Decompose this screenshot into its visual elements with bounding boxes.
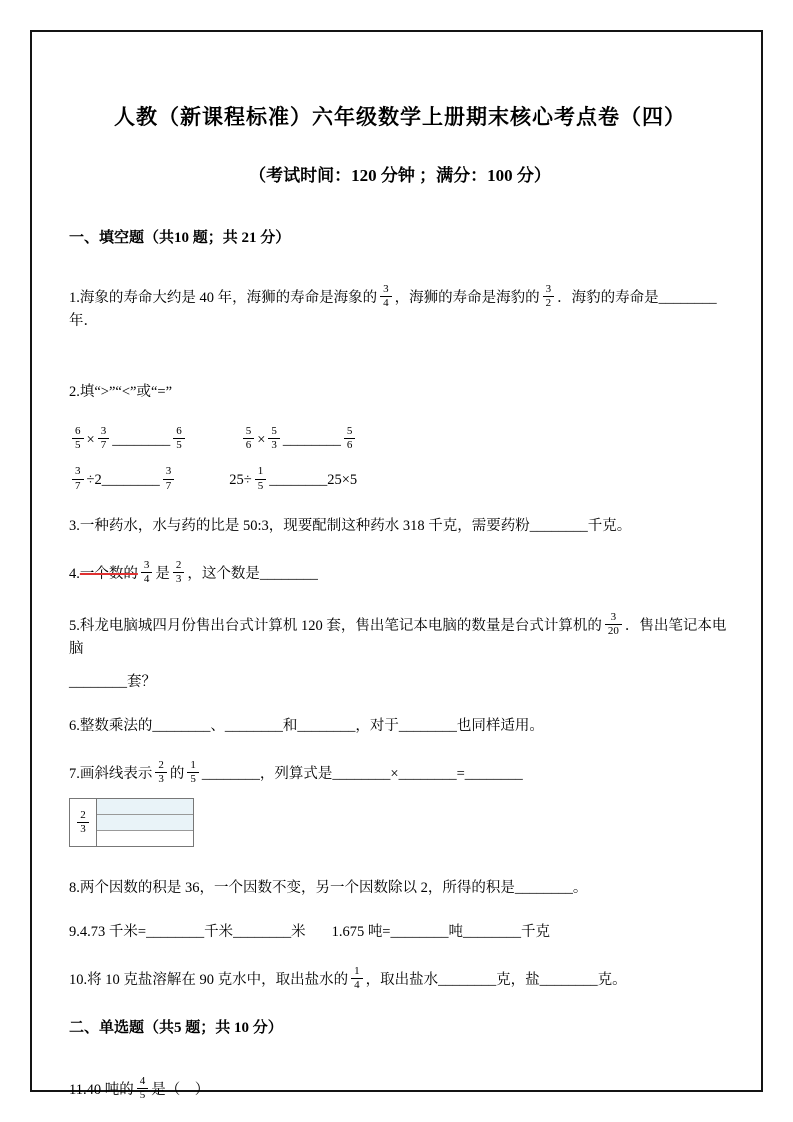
den: 4 [143,572,150,585]
question-text: ，海狮的寿命是海豹的 [394,289,540,306]
num: 6 [173,425,185,439]
num: 3 [380,283,392,297]
answer-blank: ________ [514,880,573,897]
operator: ÷ [86,472,95,489]
question-text: 10.将 10 克盐溶解在 90 克水中，取出盐水的 [69,971,349,988]
question-7 [69,758,731,788]
fraction [605,611,622,638]
question-5-line-2 [69,673,731,692]
answer-blank: ________ [463,924,521,941]
question-text: 千克。 [587,517,632,534]
question-text: 克，盐 [496,971,540,988]
answer-blank: ________ [464,765,523,782]
question-text: 一个数的 [79,565,138,582]
num: 3 [72,465,84,479]
question-text: 的 [169,765,185,782]
question-text: ，对于 [355,717,399,734]
den: 5 [190,773,196,786]
fraction [344,425,356,452]
section-heading-fill-blanks: 一、填空题（共10 题；共 21 分） [69,230,291,247]
answer-blank: ________ [390,924,449,941]
den: 3 [271,439,277,452]
question-11 [69,1074,731,1104]
num: 3 [98,425,110,439]
question-6 [69,717,731,736]
answer-blank: ________ [282,431,341,448]
comparison-expression [229,467,357,494]
num: 6 [72,425,84,439]
question-text: 米 [291,924,306,941]
question-1 [69,282,731,331]
num: 1 [351,965,363,979]
question-text: 。 [572,880,588,897]
question-3 [69,517,731,536]
num: 2 [77,809,89,823]
den: 7 [75,479,81,492]
den: 4 [383,297,389,310]
question-text: 3.一种药水，水与药的比是 50:3，现要配制这种药水 318 千克，需要药粉 [69,517,530,534]
question-text: 吨 [448,924,463,941]
question-text: ，这个数是 [187,565,260,582]
answer-blank: ________ [69,674,127,691]
diagram-fraction-label [69,798,97,847]
fraction [72,425,84,452]
num: 3 [605,611,622,625]
den: 20 [607,625,619,638]
question-text: 克。 [597,971,627,988]
question-text: 2.填“>”“<”或“=” [69,384,173,401]
question-5 [69,610,731,659]
num: 5 [344,425,356,439]
fraction [137,1075,149,1102]
answer-blank: ________ [539,971,598,988]
question-number: 4. [69,565,80,582]
question-text: 是 [155,565,170,582]
fraction [243,425,255,452]
answer-blank: ________ [233,924,292,941]
answer-blank: ________ [658,289,717,306]
den: 3 [175,572,182,585]
answer-blank: ________ [259,565,318,582]
question-2-row-1 [69,424,731,454]
num: 2 [155,759,167,773]
operator: × [390,765,399,782]
num: 1 [187,759,199,773]
den: 5 [176,439,182,452]
num: 3 [543,283,555,297]
answer-blank: ________ [269,472,328,489]
fraction [77,809,89,836]
struck-text [79,558,156,585]
question-text: 是（ ） [151,1081,210,1098]
operand: 2 [94,472,102,489]
question-2 [69,383,731,402]
operator: × [257,431,266,448]
fraction [163,465,175,492]
fraction [98,425,110,452]
section-heading-multiple-choice: 二、单选题（共5 题；共 10 分） [69,1020,283,1037]
question-9 [69,923,731,942]
question-text: 5.科龙电脑城四月份售出台式计算机 120 套，售出笔记本电脑的数量是台式计算机的 [69,617,602,634]
answer-blank: ________ [529,517,588,534]
operand: 25÷ [229,472,252,489]
unshaded-strip [97,831,193,846]
answer-blank: ________ [332,765,391,782]
answer-blank: ________ [224,717,283,734]
question-text: 1.675 吨= [331,924,391,941]
question-text: ．售出笔记本电脑 [69,617,727,658]
comparison-expression [240,424,359,454]
question-text: 6.整数乘法的 [69,717,153,734]
shaded-strip [97,799,193,815]
exam-info: （考试时间：120 分钟 ；满分：100 分） [249,166,551,186]
den: 6 [346,439,353,452]
question-text: 、 [210,717,225,734]
den: 5 [75,439,81,452]
den: 5 [257,479,264,492]
comparison-expression [69,424,188,454]
den: 6 [245,439,252,452]
fraction [351,965,363,992]
answer-blank: ________ [101,472,160,489]
question-text: 9.4.73 千米= [69,924,147,941]
question-text: 8.两个因数的积是 36，一个因数不变，另一个因数除以 2，所得的积是 [69,880,515,897]
num: 3 [141,559,153,573]
question-text: 和 [282,717,298,734]
den: 4 [354,979,360,992]
fraction [155,759,167,786]
question-text: 千克 [521,924,550,941]
shaded-strip [97,815,193,831]
page-title: 人教（新课程标准）六年级数学上册期末核心考点卷（四） [114,105,686,129]
den: 3 [158,773,164,786]
fraction [173,425,185,452]
question-text: 年． [69,313,98,330]
answer-blank: ________ [398,717,457,734]
den: 3 [80,823,86,836]
answer-blank: ________ [201,765,260,782]
question-10 [69,964,731,994]
fraction [141,559,153,586]
den: 7 [100,439,107,452]
num: 4 [137,1075,149,1089]
question-2-row-2 [69,467,731,494]
num: 3 [163,465,175,479]
strip-rectangle [97,798,194,847]
num: 5 [268,425,280,439]
fraction [268,425,280,452]
fraction [255,465,267,492]
fraction [543,283,555,310]
num: 5 [243,425,255,439]
question-text: 千米 [204,924,234,941]
page-content [69,104,731,1122]
comparison-expression [69,467,177,494]
answer-blank: ________ [398,765,457,782]
question-text: 也同样适用。 [456,717,544,734]
question-text: ．海豹的寿命是 [557,289,659,306]
operator: = [456,765,465,782]
question-text: 11.40 吨的 [69,1081,134,1098]
num: 2 [173,559,185,573]
question-8 [69,879,731,898]
answer-blank: ________ [152,717,211,734]
question-4 [69,558,731,588]
operator: × [86,431,95,448]
fraction [72,465,84,492]
den: 5 [139,1088,146,1101]
question-text: 1.海象的寿命大约是 40 年，海狮的寿命是海象的 [69,289,378,306]
question-7-strip-diagram [69,798,731,847]
answer-blank: ________ [438,971,497,988]
answer-blank: ________ [297,717,356,734]
fraction [380,283,392,310]
question-text: 7.画斜线表示 [69,765,153,782]
den: 7 [165,479,172,492]
fraction [187,759,199,786]
fraction [173,559,185,586]
operand: 25×5 [327,472,358,489]
answer-blank: ________ [112,431,171,448]
den: 2 [545,297,552,310]
question-text: 套？ [127,674,156,691]
question-text: ，取出盐水 [365,971,439,988]
num: 1 [255,465,267,479]
question-text: ，列算式是 [259,765,333,782]
answer-blank: ________ [146,924,205,941]
